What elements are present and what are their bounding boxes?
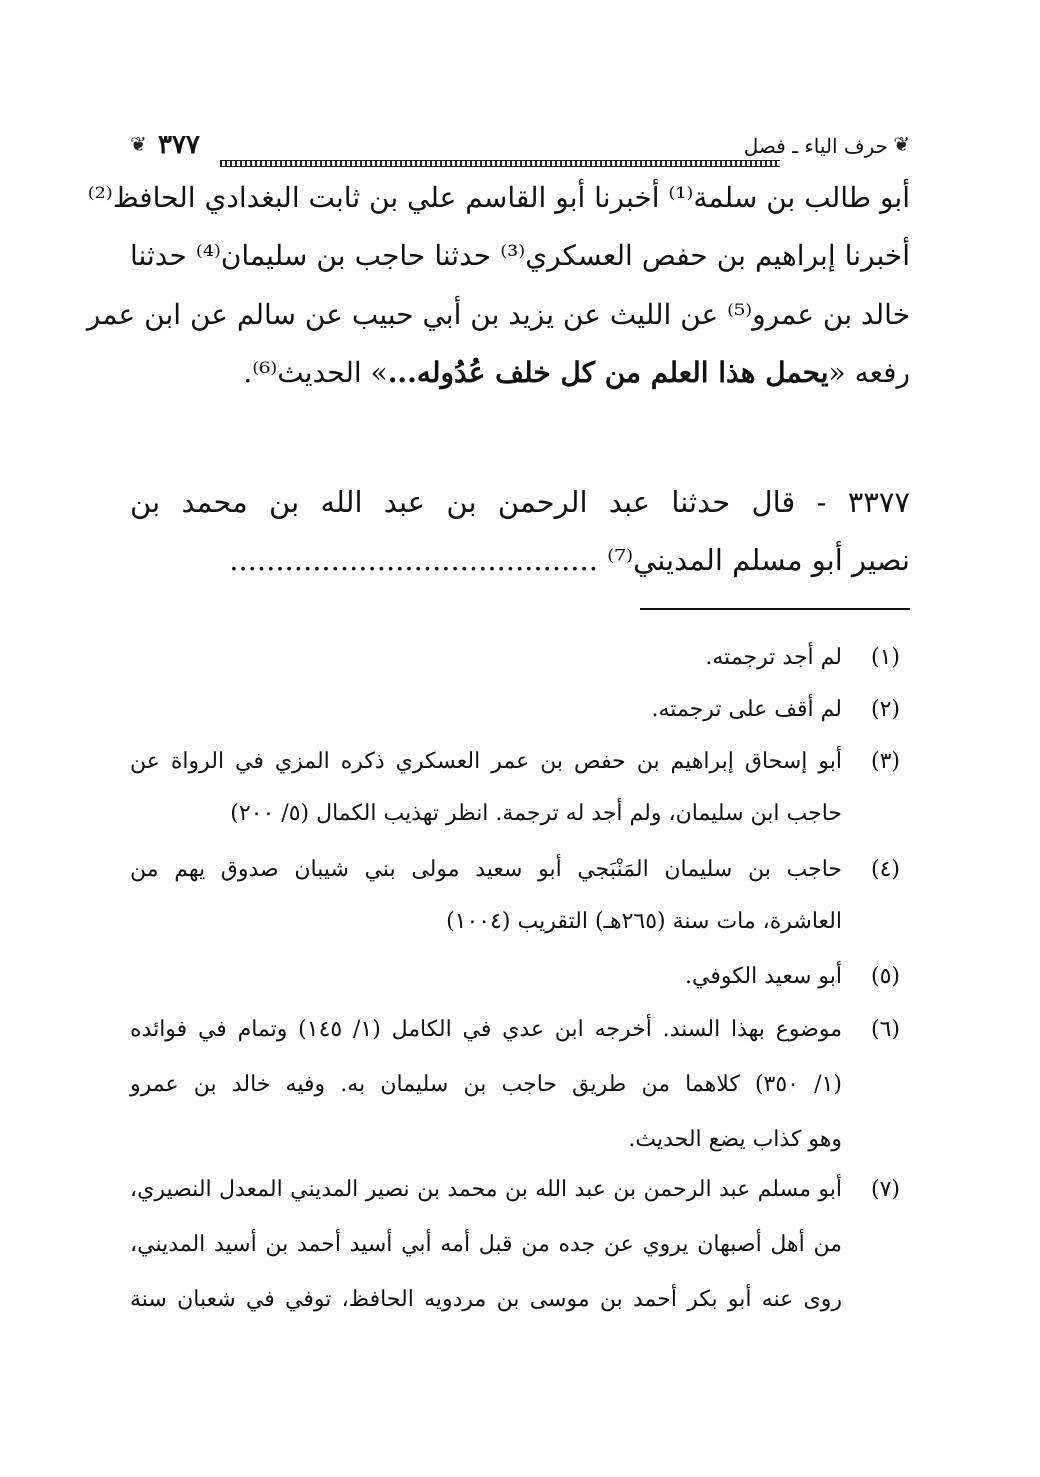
main-paragraph-2 — [130, 478, 910, 588]
footnote-5 — [130, 964, 910, 996]
body-line: خالد بن عمرو⁽⁵⁾ عن الليث عن يزيد بن أبي حبيب عن سالم عن ابن عمر — [86, 298, 910, 331]
footnote-4 — [130, 857, 910, 941]
narration-line: ٣٣٧٧ - قال حدثنا عبد الرحمن بن عبد الله بن محمد بن — [130, 485, 910, 519]
page-header — [130, 130, 910, 170]
footnote-3 — [130, 749, 910, 833]
footnote-text: لم أجد ترجمته. — [705, 645, 842, 670]
header-rule — [220, 160, 780, 167]
footnote-1 — [130, 645, 910, 677]
footnote-text: موضوع بهذا السند. أخرجه ابن عدي في الكامل (١/ ١٤٥) وتمام في فوائده — [130, 1017, 843, 1042]
page-number: ٣٧٧ — [158, 130, 200, 160]
footnote-number: (٤) — [870, 857, 900, 882]
ornament-left-icon: ❦ — [130, 132, 147, 156]
footnote-number: (٦) — [870, 1017, 900, 1042]
footnote-6 — [130, 1017, 910, 1157]
body-line: أخبرنا إبراهيم بن حفص العسكري⁽³⁾ حدثنا حاجب بن سليمان⁽⁴⁾ حدثنا — [130, 239, 910, 272]
hadith-quote: يحمل هذا العلم من كل خلف عُدُوله... — [387, 356, 829, 389]
footnote-text: وهو كذاب يضع الحديث. — [628, 1127, 842, 1152]
footnote-text: أبو مسلم عبد الرحمن بن عبد الله بن محمد بن نصير المديني المعدل النصيري، — [130, 1177, 842, 1202]
ornament-right-icon: ❦ — [893, 132, 910, 156]
footnote-number: (٥) — [870, 964, 900, 989]
footnote-text: العاشرة، مات سنة (٢٦٥هـ) التقريب (١٠٠٤) — [446, 909, 842, 934]
footnote-number: (٣) — [870, 749, 900, 774]
narration-line: نصير أبو مسلم المديني⁽⁷⁾ ........................................ — [229, 543, 910, 577]
footnote-text: حاجب ابن سليمان، ولم أجد له ترجمة. انظر تهذيب الكمال (٥/ ٢٠٠) — [230, 801, 842, 826]
body-line-4 — [130, 350, 910, 396]
footnote-2 — [130, 697, 910, 729]
footnote-7 — [130, 1177, 910, 1327]
footnote-text: أبو إسحاق إبراهيم بن حفص بن عمر العسكري ذكره المزي في الرواة عن — [130, 749, 842, 774]
footnote-number: (٢) — [870, 697, 900, 722]
footnote-text: (١/ ٣٥٠) كلاهما من طريق حاجب بن سليمان به. وفيه خالد بن عمرو — [130, 1072, 843, 1097]
footnote-number: (١) — [870, 645, 900, 670]
section-title: حرف الياء ـ فصل — [743, 134, 888, 158]
body-line: أبو طالب بن سلمة⁽¹⁾ أخبرنا أبو القاسم علي بن ثابت البغدادي الحافظ⁽²⁾ — [87, 181, 910, 214]
footnote-text: أبو سعيد الكوفي. — [685, 964, 842, 989]
footnote-text: روى عنه أبو بكر أحمد بن موسى بن مردويه الحافظ، توفي في شعبان سنة — [130, 1287, 842, 1312]
footnote-text: حاجب بن سليمان المَنْبَجي أبو سعيد مولى بني شيبان صدوق يهم من — [130, 857, 842, 882]
main-paragraph-1 — [86, 175, 910, 425]
footnote-text: من أهل أصبهان يروي عن جده من قبل أمه أبي أسيد أحمد بن أسيد المديني، — [130, 1232, 842, 1257]
footnote-number: (٧) — [870, 1177, 900, 1202]
quote-suffix: » الحديث⁽⁶⁾. — [243, 356, 388, 389]
quote-prefix: رفعه « — [828, 356, 910, 389]
footnote-separator — [640, 608, 910, 610]
footnote-text: لم أقف على ترجمته. — [651, 697, 842, 722]
